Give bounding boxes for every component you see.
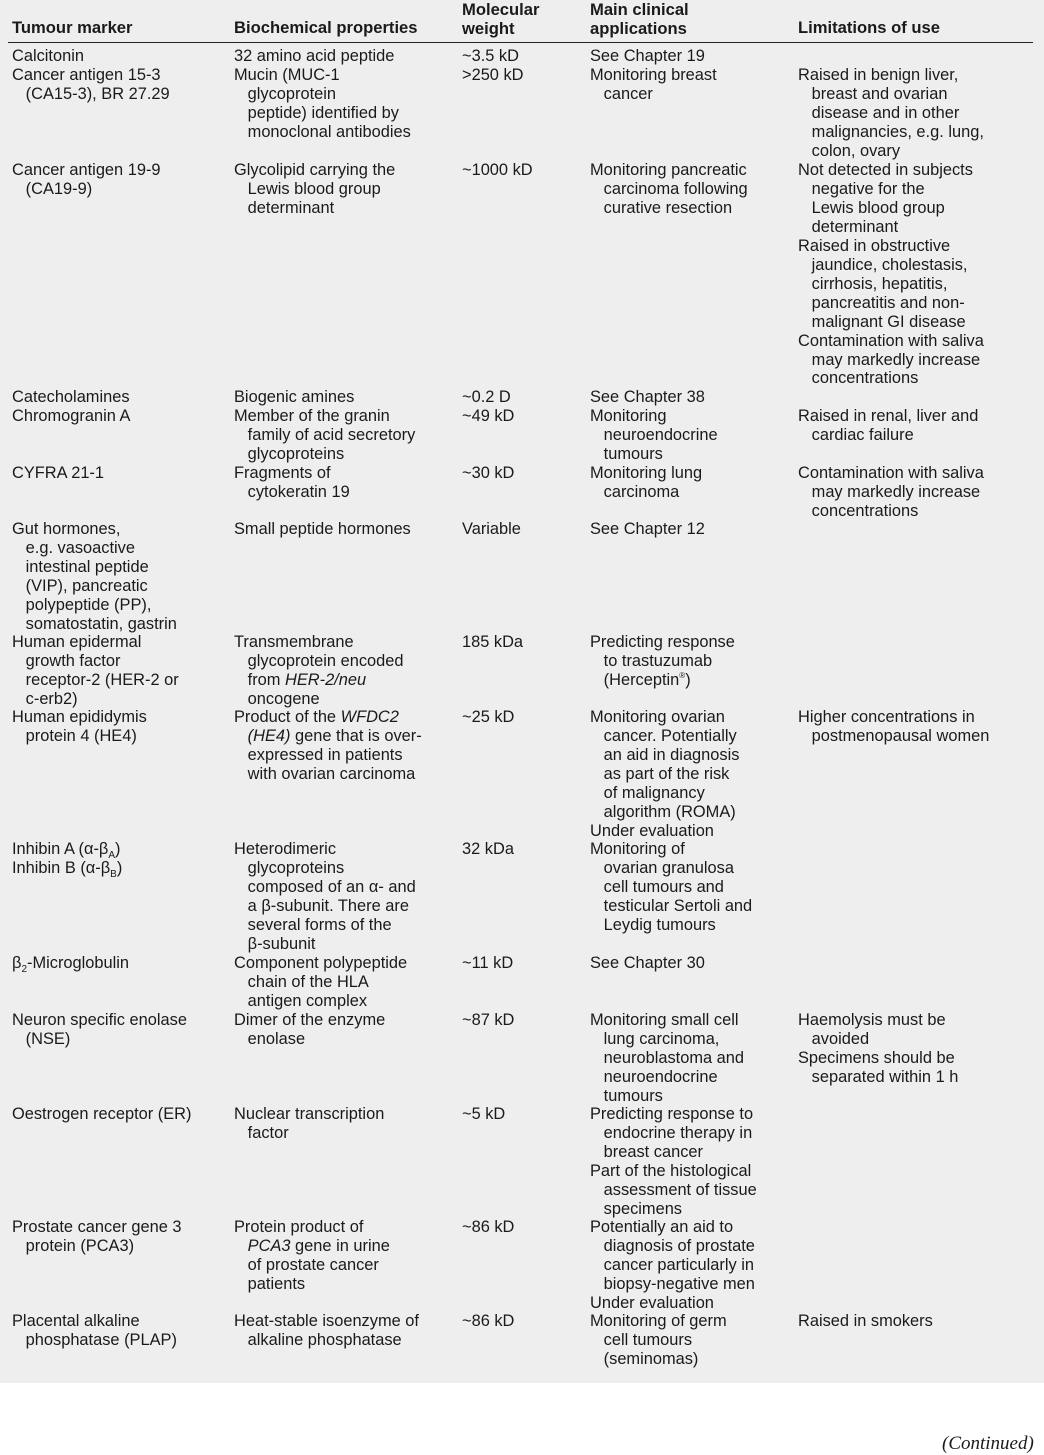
table-row-marker: CYFRA 21-1 [12,464,105,482]
table-row-weight: ~3.5 kD [462,47,519,65]
table-row-marker: Cancer antigen 15-3 (CA15-3), BR 27.29 [12,66,170,103]
table-row-weight: ~1000 kD [462,161,533,179]
table-row-weight: ~0.2 D [462,388,511,406]
table-row-applications: Monitoring of germ cell tumours (seminomas) [590,1312,727,1368]
header-biochemical-properties: Biochemical properties [234,18,418,37]
table-row-weight: 32 kDa [462,840,514,858]
table-row-properties: Fragments of cytokeratin 19 [234,464,350,501]
table-row-weight: ~11 kD [462,954,514,972]
table-row-marker: Chromogranin A [12,407,131,425]
table-row-limitations: Not detected in subjects negative for the Lewis blood group determinant Raised in obstructive jaundice, cholestasis, cirrhosis, hepatitis, pancreatitis and non- malignant GI disease Contamination with saliva may markedly increase concentrations [798,161,984,388]
table-row-weight: ~49 kD [462,407,515,425]
table-row-marker: Human epidermal growth factor receptor-2 (HER-2 or c-erb2) [12,633,179,708]
table-row-properties: Transmembrane glycoprotein encoded from HER-2/neu oncogene [234,633,404,708]
table-row-applications: Monitoring of ovarian granulosa cell tumours and testicular Sertoli and Leydig tumours [590,840,753,934]
table-row-properties: Heat-stable isoenzyme of alkaline phosphatase [234,1312,419,1349]
table-row-properties: Member of the granin family of acid secretory glycoproteins [234,407,416,463]
table-row-weight: ~30 kD [462,464,515,482]
table-row-applications: Monitoring lung carcinoma [590,464,703,501]
table-row-applications: Potentially an aid to diagnosis of prostate cancer particularly in biopsy-negative men Under evaluation [590,1218,755,1312]
registered-mark: ® [679,670,686,680]
table-row-properties: Glycolipid carrying the Lewis blood group determinant [234,161,396,217]
header-tumour-marker: Tumour marker [12,18,133,37]
table-row-properties: Dimer of the enzyme enolase [234,1011,386,1048]
table-row-properties: Protein product of PCA3 gene in urine of prostate cancer patients [234,1218,390,1293]
header-divider [8,42,1033,43]
table-row-marker: Oestrogen receptor (ER) [12,1105,192,1123]
table-row-applications: Predicting response to trastuzumab (Herceptin®) [590,633,735,689]
table-row-marker: Prostate cancer gene 3 protein (PCA3) [12,1218,182,1255]
gene-name: WFDC2 (HE4) [247,708,399,745]
header-clinical-applications: Main clinical applications [590,0,689,38]
table-row-marker: Calcitonin [12,47,84,65]
header-molecular-weight: Molecular weight [462,0,540,38]
table-row-marker: Neuron specific enolase (NSE) [12,1011,187,1048]
gene-name: PCA3 [247,1236,291,1255]
table-row-properties: Biogenic amines [234,388,355,406]
table-row-limitations: Raised in benign liver, breast and ovarian disease and in other malignancies, e.g. lung, colon, ovary [798,66,984,160]
table-row-applications: Monitoring pancreatic carcinoma following curative resection [590,161,748,217]
table-row-applications: See Chapter 30 [590,954,705,972]
table-row-properties: Product of the WFDC2 (HE4) gene that is over- expressed in patients with ovarian carcinoma [234,708,422,783]
table-row-marker: Cancer antigen 19-9 (CA19-9) [12,161,161,198]
table-row-weight: ~25 kD [462,708,515,726]
table-row-weight: ~86 kD [462,1312,515,1330]
table-row-properties: Component polypeptide chain of the HLA antigen complex [234,954,408,1010]
table-row-marker: Placental alkaline phosphatase (PLAP) [12,1312,177,1349]
table-row-properties: Small peptide hormones [234,520,411,538]
table-row-marker: Gut hormones, e.g. vasoactive intestinal peptide (VIP), pancreatic polypeptide (PP), somatostatin, gastrin [12,520,177,633]
table-row-properties: 32 amino acid peptide [234,47,395,65]
table-row-marker: Catecholamines [12,388,130,406]
table-row-weight: 185 kDa [462,633,524,651]
table-row-applications: See Chapter 38 [590,388,705,406]
table-row-weight: >250 kD [462,66,524,84]
table-row-weight: ~86 kD [462,1218,515,1236]
table-row-properties: Heterodimeric glycoproteins composed of an α- and a β-subunit. There are several forms of the β-subunit [234,840,416,953]
table-row-marker: Inhibin A $(\alpha-\beta_A)$ Inhibin B $(\alpha-\beta_B)$ [12,840,123,880]
gene-name: HER-2/neu [285,670,367,689]
table-row-properties: Nuclear transcription factor [234,1105,385,1142]
continued-label: (Continued) [942,1433,1034,1454]
table-row-weight: ~5 kD [462,1105,506,1123]
table-row-weight: ~87 kD [462,1011,515,1029]
table-row-limitations: Haemolysis must be avoided Specimens should be separated within 1 h [798,1011,959,1086]
table-row-marker: Human epididymis protein 4 (HE4) [12,708,147,745]
table-row-limitations: Higher concentrations in postmenopausal women [798,708,990,745]
table-row-applications: See Chapter 19 [590,47,705,65]
table-row-applications: Monitoring ovarian cancer. Potentially an aid in diagnosis as part of the risk of malignancy algorithm (ROMA) Under evaluation [590,708,740,840]
table-row-limitations: Contamination with saliva may markedly increase concentrations [798,464,984,520]
table-row-weight: Variable [462,520,521,538]
table-row-limitations: Raised in smokers [798,1312,933,1330]
header-limitations: Limitations of use [798,18,940,37]
table-row-applications: See Chapter 12 [590,520,705,538]
table-row-marker: $\beta_2$-Microglobulin [12,954,130,975]
table-row-applications: Monitoring breast cancer [590,66,717,103]
table-row-limitations: Raised in renal, liver and cardiac failure [798,407,979,444]
table-row-applications: Monitoring small cell lung carcinoma, neuroblastoma and neuroendocrine tumours [590,1011,744,1105]
table-row-applications: Predicting response to endocrine therapy in breast cancer Part of the histological assessment of tissue specimens [590,1105,757,1218]
table-row-applications: Monitoring neuroendocrine tumours [590,407,718,463]
table-row-properties: Mucin (MUC-1 glycoprotein peptide) identified by monoclonal antibodies [234,66,411,141]
